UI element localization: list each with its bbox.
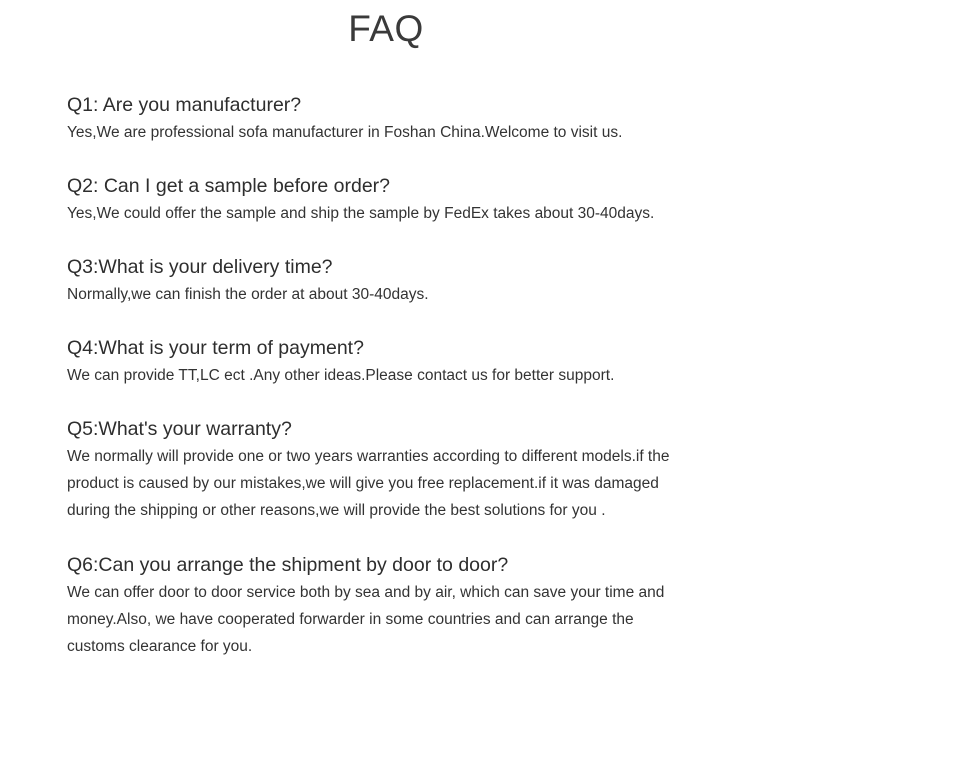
faq-item-6 — [67, 553, 727, 660]
faq-answer-line: Normally,we can finish the order at about 30-40days. — [67, 286, 429, 303]
faq-question-1: Q1: Are you manufacturer? — [67, 94, 302, 116]
faq-item-3 — [67, 255, 727, 308]
faq-answer-1 — [67, 119, 727, 146]
faq-answer-line: customs clearance for you. — [67, 638, 253, 655]
faq-item-1 — [67, 93, 727, 146]
faq-answer-3 — [67, 281, 727, 308]
faq-answer-5 — [67, 443, 727, 524]
faq-answer-2 — [67, 200, 727, 227]
faq-answer-line: money.Also, we have cooperated forwarder in some countries and can arrange the — [67, 611, 634, 628]
faq-answer-4 — [67, 362, 727, 389]
faq-answer-line: product is caused by our mistakes,we will give you free replacement.if it was damaged — [67, 475, 659, 492]
faq-answer-line: Yes,We are professional sofa manufacturer in Foshan China.Welcome to visit us. — [67, 124, 623, 141]
faq-answer-line: during the shipping or other reasons,we will provide the best solutions for you . — [67, 502, 606, 519]
faq-item-4 — [67, 336, 727, 389]
faq-answer-line: We can offer door to door service both by sea and by air, which can save your time and — [67, 584, 665, 601]
faq-question-6: Q6:Can you arrange the shipment by door to door? — [67, 554, 509, 576]
page-title: FAQ — [348, 8, 424, 49]
faq-question-5: Q5:What's your warranty? — [67, 418, 292, 440]
faq-question-2: Q2: Can I get a sample before order? — [67, 175, 391, 197]
faq-answer-6 — [67, 579, 727, 660]
faq-answer-line: We normally will provide one or two years warranties according to different models.if the — [67, 448, 670, 465]
faq-question-4: Q4:What is your term of payment? — [67, 337, 364, 359]
faq-item-2 — [67, 174, 727, 227]
faq-answer-line: Yes,We could offer the sample and ship the sample by FedEx takes about 30-40days. — [67, 205, 655, 222]
faq-question-3: Q3:What is your delivery time? — [67, 256, 333, 278]
faq-answer-line: We can provide TT,LC ect .Any other ideas.Please contact us for better support. — [67, 367, 615, 384]
faq-item-5 — [67, 417, 727, 524]
